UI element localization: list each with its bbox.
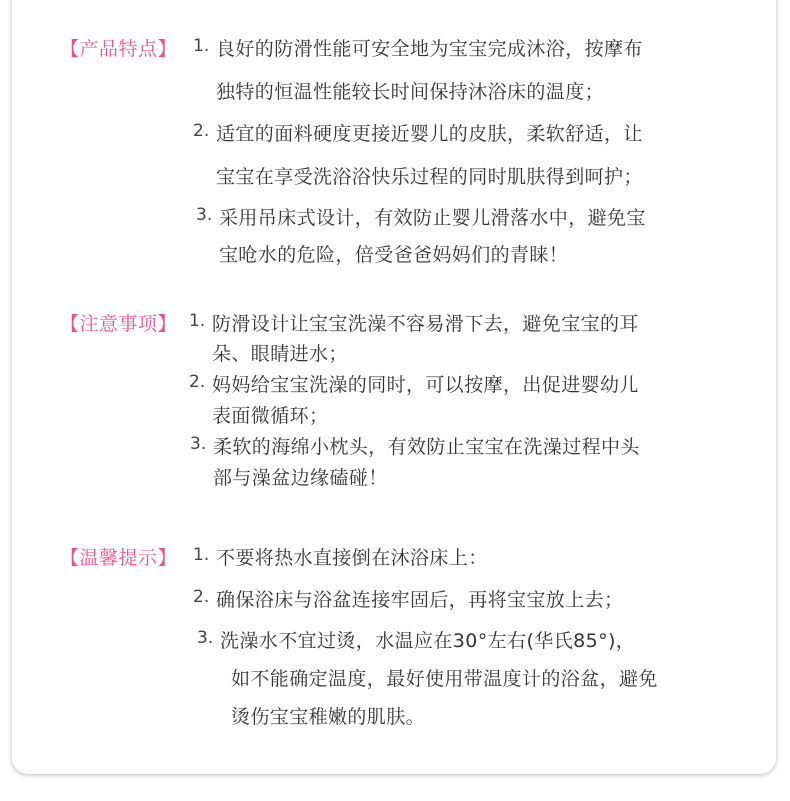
item-text-line: 采用吊床式设计，有效防止婴儿滑落水中，避免宝 — [219, 207, 646, 229]
item-text-line: 部与澡盆边缘磕碰！ — [213, 467, 388, 489]
item-text-line: 宝呛水的危险，倍受爸爸妈妈们的青睐！ — [219, 244, 569, 266]
item-text-line: 如不能确定温度，最好使用带温度计的浴盆，避免 — [231, 668, 658, 690]
item-text-line: 防滑设计让宝宝洗澡不容易滑下去，避免宝宝的耳 — [212, 313, 639, 335]
item-text-line: 烫伤宝宝稚嫩的肌肤。 — [231, 706, 426, 728]
item-number: 2. — [193, 587, 210, 607]
item-text-line: 妈妈给宝宝洗澡的同时，可以按摩，出促进婴幼儿 — [212, 374, 639, 396]
item-text-line: 适宜的面料硬度更接近婴儿的皮肤，柔软舒适，让 — [216, 123, 643, 145]
item-number: 3. — [197, 628, 214, 648]
item-number: 3. — [190, 434, 207, 454]
item-number: 1. — [193, 36, 210, 56]
item-text-line: 表面微循环； — [212, 405, 329, 427]
item-text-line: 不要将热水直接倒在沐浴床上： — [216, 547, 488, 569]
item-text-line: 柔软的海绵小枕头，有效防止宝宝在洗澡过程中头 — [213, 436, 640, 458]
section-label-tips: 【温馨提示】 — [60, 547, 178, 569]
item-number: 2. — [193, 121, 210, 141]
item-text-line: 洗澡水不宜过烫，水温应在30°左右(华氏85°)， — [220, 630, 636, 652]
section-label-product-features: 【产品特点】 — [60, 38, 178, 60]
item-text-line: 朵、眼睛进水； — [212, 343, 348, 365]
item-text-line: 宝宝在享受洗浴浴快乐过程的同时肌肤得到呵护； — [216, 166, 643, 188]
item-number: 2. — [189, 372, 206, 392]
item-number: 1. — [193, 545, 210, 565]
item-text-line: 确保浴床与浴盆连接牢固后，再将宝宝放上去； — [216, 589, 624, 611]
item-text-line: 独特的恒温性能较长时间保持沐浴床的温度； — [216, 81, 605, 103]
section-label-precautions: 【注意事项】 — [60, 313, 178, 335]
item-number: 3. — [196, 205, 213, 225]
item-text-line: 良好的防滑性能可安全地为宝宝完成沐浴，按摩布 — [216, 38, 643, 60]
item-number: 1. — [189, 311, 206, 331]
